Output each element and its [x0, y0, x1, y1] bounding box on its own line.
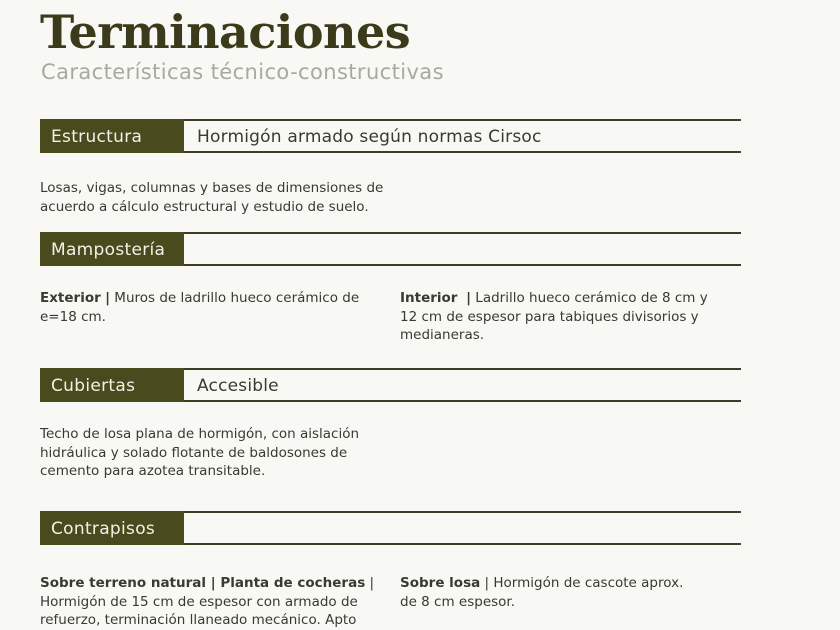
contrapisos-left-separator: |	[369, 575, 375, 591]
contrapisos-right-separator: |	[484, 575, 490, 591]
interior-text: Ladrillo hueco cerámico de 8 cm y 12 cm de espesor para tabiques divisorios y medianeras.	[400, 290, 708, 343]
page-subtitle: Características técnico-constructivas	[41, 60, 444, 84]
interior-separator: |	[466, 290, 471, 306]
section-label-mamposteria: Mampostería	[40, 232, 184, 266]
contrapisos-left-title: Sobre terreno natural | Planta de cocheras	[40, 575, 366, 591]
section-label-contrapisos: Contrapisos	[40, 511, 184, 545]
section-label-cubiertas: Cubiertas	[40, 368, 184, 402]
section-value-estructura: Hormigón armado según normas Cirsoc	[197, 127, 542, 147]
section-header-contrapisos	[40, 511, 741, 545]
exterior-separator: |	[105, 290, 110, 306]
contrapisos-losa	[400, 574, 700, 611]
mamposteria-interior	[400, 289, 720, 345]
page-title: Terminaciones	[40, 5, 411, 59]
section-header-cubiertas	[40, 368, 741, 402]
contrapisos-right-title: Sobre losa	[400, 575, 481, 591]
exterior-title: Exterior	[40, 290, 101, 306]
contrapisos-terreno	[40, 574, 380, 630]
interior-title: Interior	[400, 290, 458, 306]
estructura-description: Losas, vigas, columnas y bases de dimensiones de acuerdo a cálculo estructural y estudio de suelo.	[40, 180, 384, 215]
section-header-estructura	[40, 119, 741, 153]
section-header-mamposteria	[40, 232, 741, 266]
exterior-text: Muros de ladrillo hueco cerámico de e=18 cm.	[40, 290, 360, 325]
contrapisos-left-text: Hormigón de 15 cm de espesor con armado de refuerzo, terminación llaneado mecánico. Apto	[40, 593, 358, 628]
cubiertas-description: Techo de losa plana de hormigón, con aislación hidráulica y solado flotante de baldosones de cemento para azotea transitable.	[40, 426, 360, 479]
section-value-cubiertas: Accesible	[197, 376, 279, 396]
mamposteria-exterior	[40, 289, 395, 326]
section-label-estructura: Estructura	[40, 119, 184, 153]
contrapisos-right-text: Hormigón de cascote aprox. de 8 cm espesor.	[400, 575, 684, 610]
